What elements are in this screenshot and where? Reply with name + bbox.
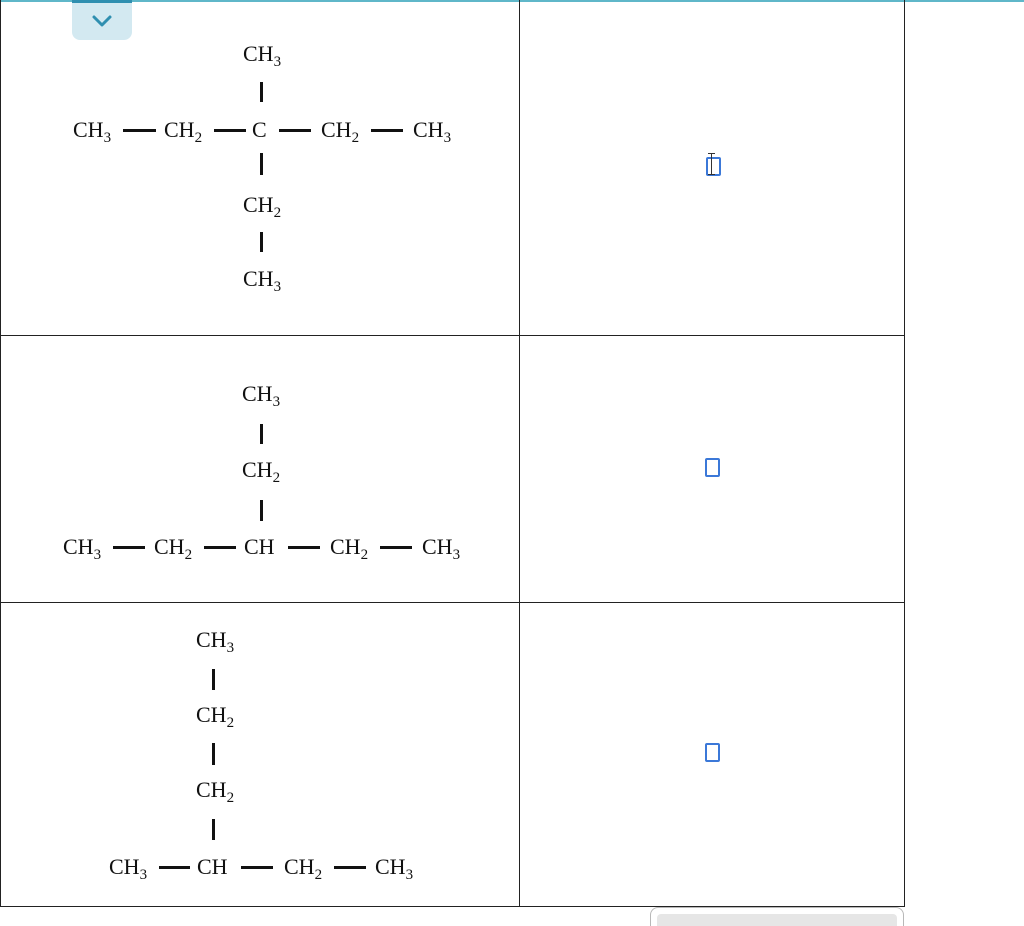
bond — [159, 866, 190, 869]
bond — [371, 129, 403, 132]
next-button[interactable] — [650, 907, 904, 926]
bond — [334, 866, 366, 869]
atom: $CH_2$ — [196, 702, 235, 731]
table-row — [0, 0, 905, 336]
atom: $CH_3$ — [375, 854, 414, 883]
atom: $CH_3$ — [413, 117, 452, 146]
bond — [288, 546, 320, 549]
atom: CH — [244, 534, 275, 559]
table-row — [0, 335, 905, 603]
atom: $CH_2$ — [243, 192, 282, 221]
answer-cell — [519, 335, 905, 603]
collapse-toggle-button[interactable] — [72, 0, 132, 40]
bond — [204, 546, 236, 549]
atom: CH — [197, 854, 228, 879]
structure-cell — [0, 335, 520, 603]
atom: $CH_2$ — [154, 534, 193, 563]
bond — [260, 500, 263, 521]
bond — [380, 546, 412, 549]
atom: $CH_2$ — [196, 777, 235, 806]
button-face — [657, 914, 897, 926]
bond — [260, 424, 263, 444]
answer-checkbox[interactable] — [705, 458, 720, 477]
atom: C — [252, 117, 267, 142]
bond — [241, 866, 273, 869]
chevron-down-icon — [91, 13, 113, 29]
atom: $CH_2$ — [164, 117, 203, 146]
atom: $CH_2$ — [242, 457, 281, 486]
bond — [260, 232, 263, 252]
atom: $CH_2$ — [330, 534, 369, 563]
bond — [279, 129, 311, 132]
bond — [260, 82, 263, 102]
atom: $CH_3$ — [196, 627, 235, 656]
answer-cell — [519, 0, 905, 336]
atom: $CH_3$ — [242, 381, 281, 410]
text-cursor-icon — [711, 153, 712, 175]
atom: $CH_3$ — [243, 266, 282, 295]
structure-cell — [0, 0, 520, 336]
atom: $CH_3$ — [63, 534, 102, 563]
atom: $CH_3$ — [73, 117, 112, 146]
table-row — [0, 602, 905, 907]
atom: $CH_3$ — [243, 41, 282, 70]
structure-cell — [0, 602, 520, 907]
atom: $CH_2$ — [284, 854, 323, 883]
bond — [212, 669, 215, 690]
answer-checkbox[interactable] — [705, 743, 720, 762]
bond — [212, 819, 215, 840]
bond — [212, 743, 215, 765]
atom: $CH_3$ — [109, 854, 148, 883]
answer-cell — [519, 602, 905, 907]
bond — [123, 129, 156, 132]
bond — [260, 153, 263, 175]
bond — [113, 546, 145, 549]
atom: $CH_3$ — [422, 534, 461, 563]
atom: $CH_2$ — [321, 117, 360, 146]
bond — [214, 129, 246, 132]
